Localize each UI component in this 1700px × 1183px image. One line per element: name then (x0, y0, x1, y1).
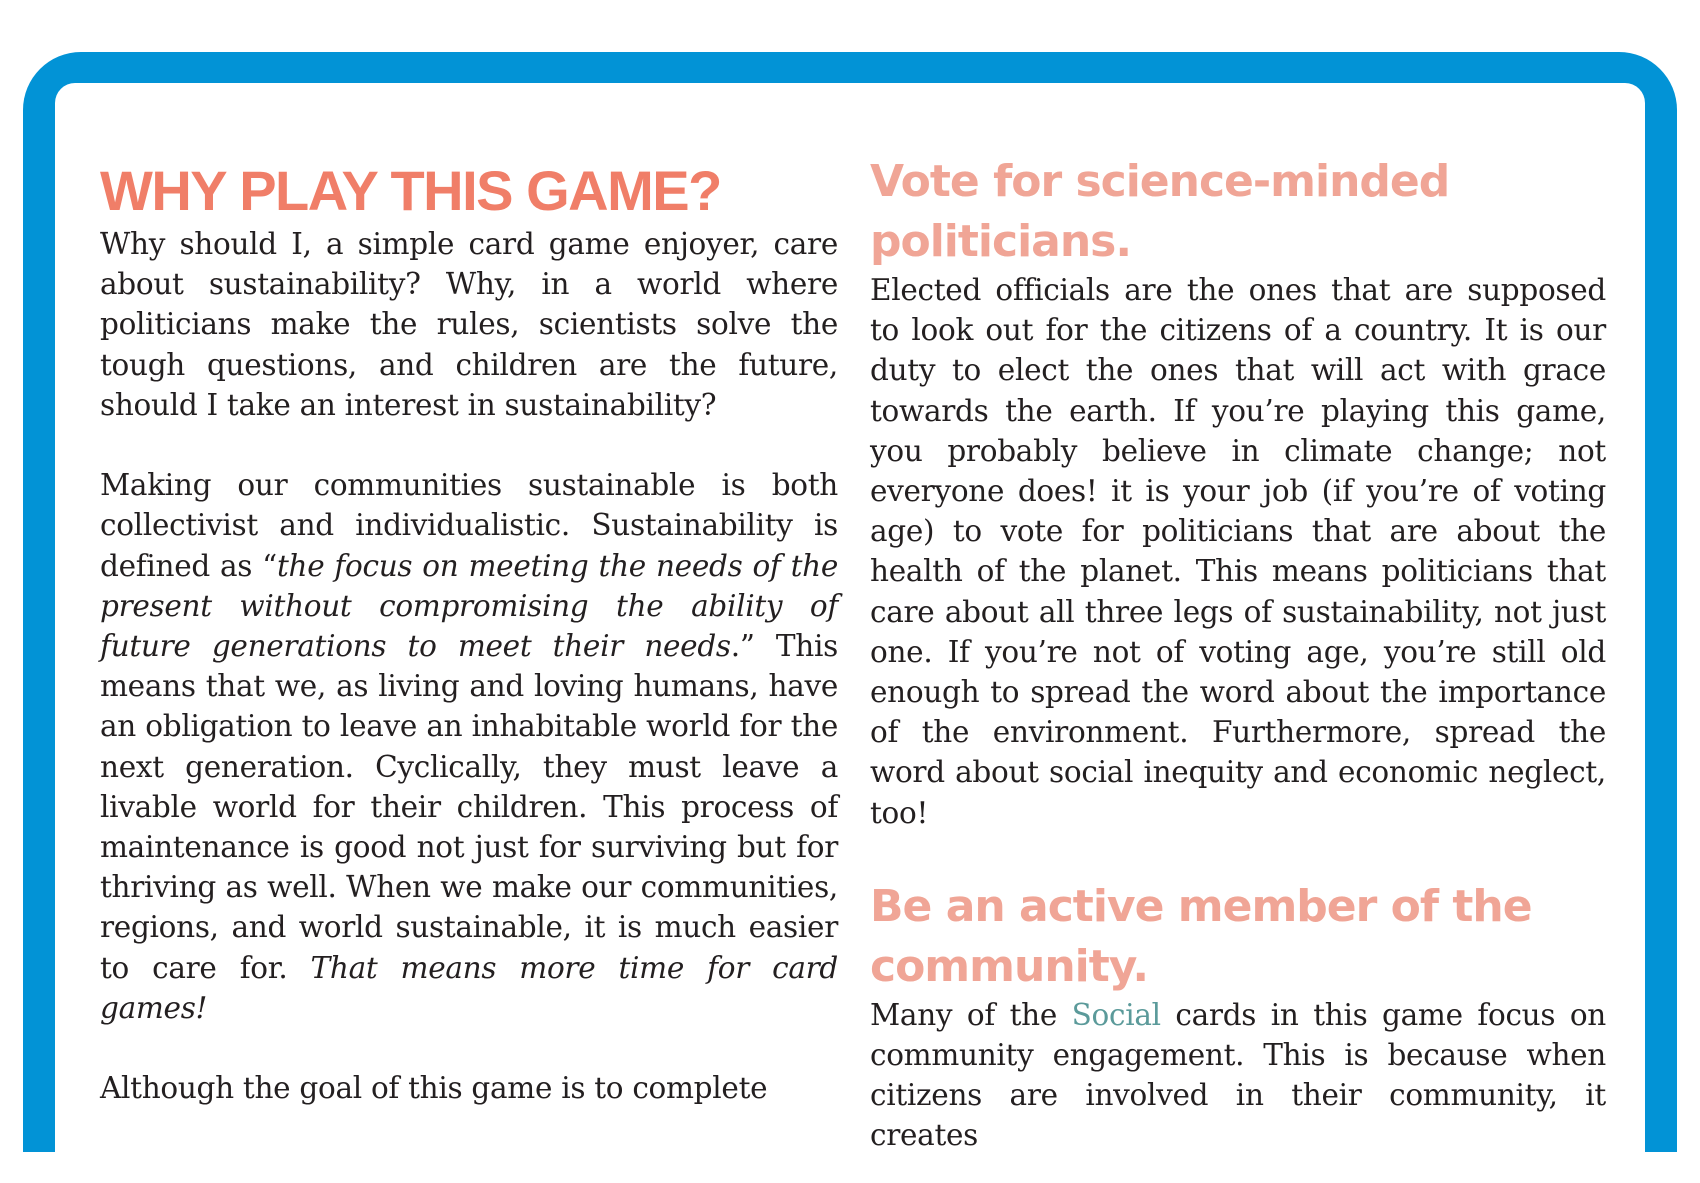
intro-paragraph (100, 224, 838, 425)
intro-text: Why should I, a simple card game enjoyer, care about sustainability? Why, in a world where politicians make the rules, scientists solve the tough questions, and children are the future, should I take an interest in sustainability? (100, 227, 838, 422)
vote-paragraph (870, 270, 1606, 833)
goal-paragraph (100, 1068, 838, 1108)
goal-text: Although the goal of this game is to complete (100, 1071, 768, 1106)
page-title: WHY PLAY THIS GAME? (100, 159, 721, 222)
vote-text: Elected officials are the ones that are supposed to look out for the citizens of a country. It is our duty to elect the ones that will act with grace towards the earth. If you’re playing this game, you probably believe in climate change; not everyone does! it is your job (if you’re of voting age) to vote for politicians that are about the health of the planet. This means politicians that care about all three legs of sustainability, not just one. If you’re not of voting age, you’re still old enough to spread the word about the importance of the environment. Furthermore, spread the word about social inequity and economic neglect, too! (870, 273, 1606, 830)
definition-paragraph (100, 465, 838, 1028)
left-column (100, 160, 838, 1108)
section-heading-vote: Vote for science-minded politicians. (870, 156, 1450, 267)
card-games-remark: That means more time for card games! (100, 950, 838, 1025)
sustainability-definition-quote: the focus on meeting the needs of the present without compromising the ability of future generations to meet their needs (100, 548, 839, 664)
community-paragraph (870, 995, 1606, 1156)
definition-text-start: Making our communities sustainable is both collectivist and individualistic. Sustainability is defined as “ (100, 468, 838, 583)
social-cards-term: Social (1071, 997, 1161, 1032)
community-text-continued: cards in this game focus on community engagement. This is because when citizens are involved in their community, it creates (870, 997, 1607, 1153)
community-text-start: Many of the (870, 997, 1072, 1032)
section-heading-community: Be an active member of the community. (870, 880, 1532, 992)
definition-text-continued: .” This means that we, as living and loving humans, have an obligation to leave an inhabitable world for the next generation. Cyclically, they must leave a livable world for their children. This process of maintenance is good not just for surviving but for thriving as well. When we make our communities, regions, and world sustainable, it is much easier to care for. (100, 629, 838, 985)
right-column (870, 156, 1607, 1156)
